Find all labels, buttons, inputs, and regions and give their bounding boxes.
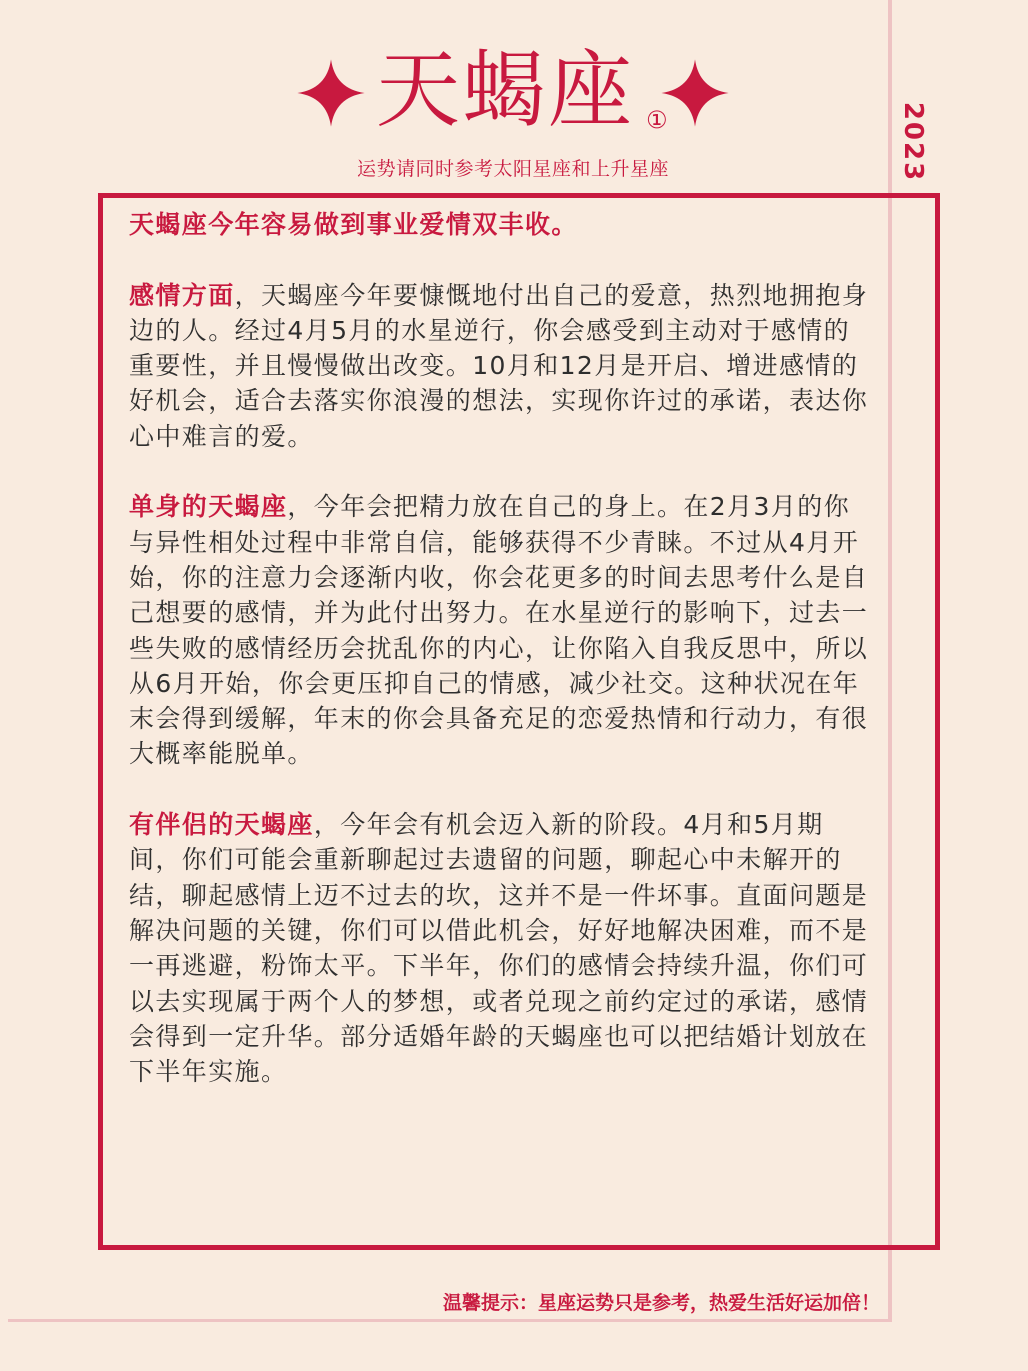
section-text: ，今年会把精力放在自己的身上。在2月3月的你与异性相处过程中非常自信，能够获得不少青睐。不过从4月开始，你的注意力会逐渐内收，你会花更多的时间去思考什么是自己想要的感情，并为此付出努力。在水星逆行的影响下，过去一些失败的感情经历会扰乱你的内心，让你陷入自我反思中，所以从6月开始，你会更压抑自己的情感，减少社交。这种状况在年末会得到缓解，年末的你会具备充足的恋爱热情和行动力，有很大概率能脱单。 (129, 492, 869, 769)
section-lead: 单身的天蝎座 (129, 492, 288, 522)
title-mark: ① (646, 106, 668, 134)
four-point-star-icon (296, 58, 366, 128)
decorative-horizontal-line (8, 1319, 892, 1322)
headline: 天蝎座今年容易做到事业爱情双丰收。 (129, 210, 578, 239)
section-lead: 感情方面 (129, 280, 235, 310)
section-partnered (129, 807, 875, 1089)
four-point-star-icon (660, 58, 730, 128)
title-row (290, 40, 740, 140)
section-text: ，今年会有机会迈入新的阶段。4月和5月期间，你们可能会重新聊起过去遗留的问题，聊起心中未解开的结，聊起感情上迈不过去的坎，这并不是一件坏事。直面问题是解决问题的关键，你们可以借此机会，好好地解决困难，而不是一再逃避，粉饰太平。下半年，你们的感情会持续升温，你们可以去实现属于两个人的梦想，或者兑现之前约定过的承诺，感情会得到一定升华。部分适婚年龄的天蝎座也可以把结婚计划放在下半年实施。 (129, 810, 869, 1087)
section-single (129, 489, 875, 771)
page-title: 天蝎座 (376, 41, 635, 139)
article-body (129, 207, 875, 1125)
section-lead: 有伴侣的天蝎座 (129, 810, 314, 840)
footer-tip: 温馨提示：星座运势只是参考，热爱生活好运加倍！ (442, 1292, 880, 1314)
section-text: ，天蝎座今年要慷慨地付出自己的爱意，热烈地拥抱身边的人。经过4月5月的水星逆行，你会感受到主动对于感情的重要性，并且慢慢做出改变。10月和12月是开启、增进感情的好机会，适合去落实你浪漫的想法，实现你许过的承诺，表达你心中难言的爱。 (129, 280, 869, 451)
section-love (129, 278, 875, 454)
year-text: 2023 (898, 101, 928, 183)
year-label (893, 100, 933, 184)
subtitle: 运势请同时参考太阳星座和上升星座 (356, 158, 669, 180)
